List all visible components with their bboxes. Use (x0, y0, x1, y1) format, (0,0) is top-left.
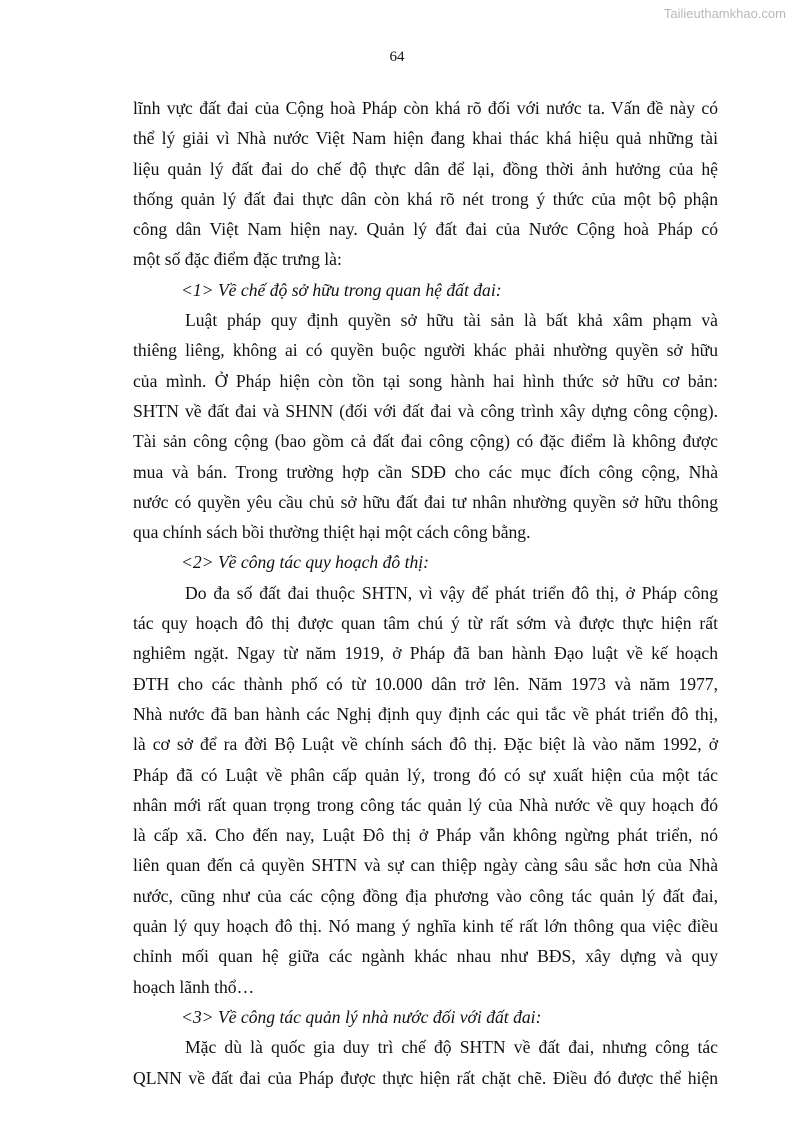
text-line: Mặc dù là quốc gia duy trì chế độ SHTN về đất đai, nhưng công tác (185, 1037, 718, 1058)
text-line: thiêng liêng, không ai có quyền buộc người khác phải nhường quyền sở hữu (133, 340, 718, 361)
text-line: Tài sản công cộng (bao gồm cả đất đai công cộng) có đặc điểm là không được (133, 431, 718, 452)
text-line: thống quản lý đất đai thực dân còn khá rõ nét trong ý thức của một bộ phận (133, 188, 718, 209)
text-line: SHTN về đất đai và SHNN (đối với đất đai và công trình xây dựng công cộng). (133, 400, 718, 421)
text-line: chỉnh mối quan hệ giữa các ngành khác nhau như BĐS, xây dựng và quy (133, 946, 718, 967)
text-line: lĩnh vực đất đai của Cộng hoà Pháp còn khá rõ đối với nước ta. Vấn đề này có (133, 98, 718, 118)
text-line: là cơ sở để ra đời Bộ Luật về chính sách đô thị. Đặc biệt là vào năm 1992, ở (133, 734, 718, 755)
section-heading: <1> Về chế độ sở hữu trong quan hệ đất đai: (181, 279, 502, 300)
text-line: nước có quyền yêu cầu chủ sở hữu đất đai tư nhân nhường quyền sở hữu thông (133, 491, 718, 512)
text-line: qua chính sách bồi thường thiệt hại một cách công bằng. (133, 522, 531, 543)
text-line: nước, cũng như của các cộng đồng địa phương vào công tác quản lý đất đai, (133, 885, 718, 906)
text-line: một số đặc điểm đặc trưng là: (133, 249, 342, 270)
page-number: 64 (389, 49, 405, 65)
section-heading: <3> Về công tác quản lý nhà nước đối với đất đai: (181, 1006, 542, 1027)
text-line: quản lý quy hoạch đô thị. Nó mang ý nghĩa kinh tế rất lớn thông qua việc điều (133, 916, 718, 937)
text-line: công dân Việt Nam hiện nay. Quản lý đất đai của Nước Cộng hoà Pháp có (133, 219, 718, 240)
text-line: ĐTH cho các thành phố có từ 10.000 dân trở lên. Năm 1973 và năm 1977, (133, 673, 718, 694)
text-line: hoạch lãnh thổ… (133, 976, 255, 997)
text-line: Do đa số đất đai thuộc SHTN, vì vậy để phát triển đô thị, ở Pháp công (185, 582, 718, 603)
text-line: là cấp xã. Cho đến nay, Luật Đô thị ở Pháp vẫn không ngừng phát triển, nó (133, 825, 718, 846)
text-line: của mình. Ở Pháp hiện còn tồn tại song hành hai hình thức sở hữu cơ bản: (133, 370, 718, 391)
text-line: Nhà nước đã ban hành các Nghị định quy định các qui tắc về phát triển đô thị, (133, 703, 718, 724)
text-line: liên quan đến cả quyền SHTN và sự can thiệp ngày càng sâu sắc hơn của Nhà (133, 855, 718, 876)
text-line: tác quy hoạch đô thị được quan tâm chú ý từ rất sớm và được thực hiện rất (133, 613, 718, 634)
text-line: mua và bán. Trong trường hợp cần SDĐ cho các mục đích công cộng, Nhà (133, 461, 718, 482)
text-line: thể lý giải vì Nhà nước Việt Nam hiện đang khai thác khá hiệu quả những tài (133, 128, 718, 149)
text-line: QLNN về đất đai của Pháp được thực hiện rất chặt chẽ. Điều đó được thể hiện (133, 1067, 718, 1088)
section-heading: <2> Về công tác quy hoạch đô thị: (181, 552, 430, 573)
watermark-text: Tailieuthamkhao.com (663, 6, 786, 21)
text-line: nhân mới rất quan trọng trong công tác quản lý của Nhà nước về quy hoạch đó (133, 794, 718, 815)
text-line: nghiêm ngặt. Ngay từ năm 1919, ở Pháp đã ban hành Đạo luật về kế hoạch (133, 643, 718, 664)
text-line: liệu quản lý đất đai do chế độ thực dân để lại, đồng thời ảnh hưởng của hệ (133, 158, 718, 179)
text-line: Pháp đã có Luật về phân cấp quản lý, trong đó có sự xuất hiện của một tác (133, 764, 718, 785)
text-line: Luật pháp quy định quyền sở hữu tài sản là bất khả xâm phạm và (185, 310, 718, 331)
document-body (133, 93, 718, 1093)
